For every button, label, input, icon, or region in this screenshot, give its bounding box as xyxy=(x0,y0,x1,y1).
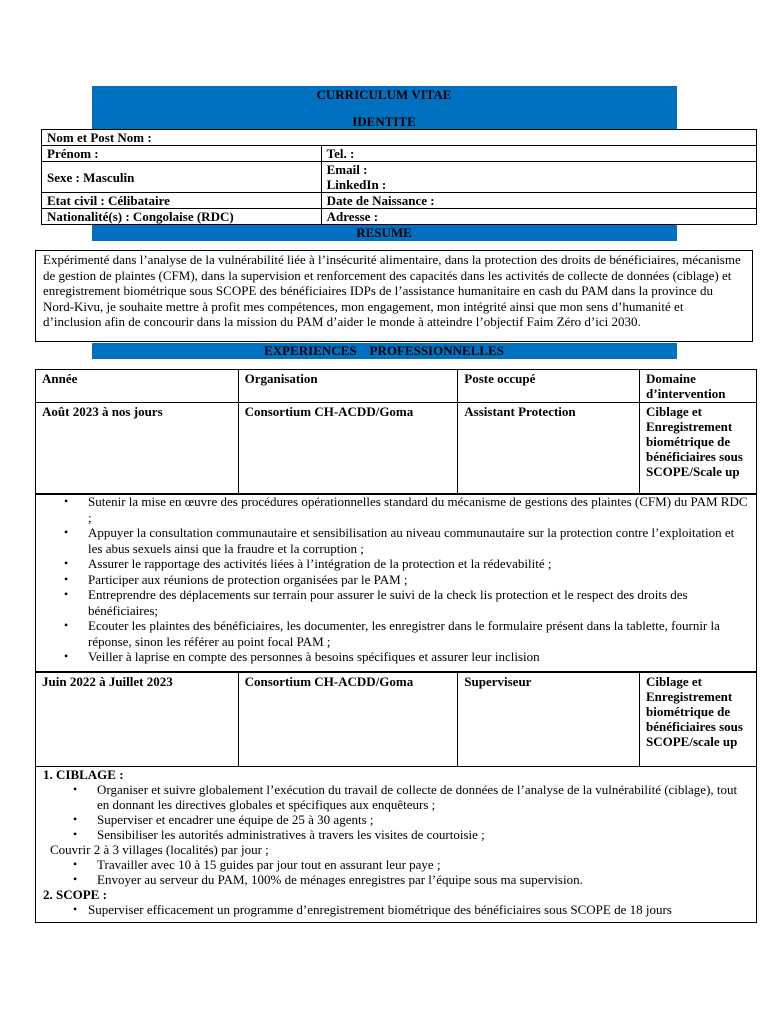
job1-tasks xyxy=(36,494,748,665)
resume-heading: RESUME xyxy=(356,225,412,240)
list-item: • Travailler avec 10 à 15 guides par jour tout en assurant leur paye ; xyxy=(36,857,748,872)
ciblage-heading: 1. CIBLAGE : xyxy=(43,767,124,782)
job2-poste: Superviseur xyxy=(458,673,640,767)
col-poste: Poste occupé xyxy=(458,370,640,403)
list-item: • Ecouter les plaintes des bénéficiaires, les documenter, les enregistrer dans le formulaire présent dans la tablette, fournir la réponse, sinon les référer au point focal PAM ; xyxy=(36,618,748,649)
list-item: • Sensibiliser les autorités administratives à travers les visites de courtoisie ; xyxy=(36,827,748,842)
table-header-row xyxy=(36,370,757,403)
list-item: • Veiller à laprise en compte des personnes à besoins spécifiques et assurer leur inclision xyxy=(36,649,748,665)
job2-annee: Juin 2022 à Juillet 2023 xyxy=(36,673,239,767)
resume-text: Expérimenté dans l’analyse de la vulnérabilité liée à l’insécurité alimentaire, dans la protection des droits de bénéficiaires, mécanisme de gestion de plaintes (CFM), dans la supervision et renforcement des capacités dans les activités de collecte de données (ciblage) et enregistrement biométrique sous SCOPE des bénéficiaires IDPs de l’assistance humanitaire en cash du PAM dans la province du Nord-Kivu, je souhaite mettre à profit mes compétences, mon engagement, mon intégrité ainsi que mon sens d’humanité et d’inclusion afin de concourir dans la mission du PAM d’aider le monde à atteindre l’objectif Faim Zéro d’ici 2030. xyxy=(35,250,753,342)
etat-civil-field: Etat civil : Célibataire xyxy=(42,193,322,209)
sexe-field: Sexe : Masculin xyxy=(42,162,322,193)
date-naissance-field: Date de Naissance : xyxy=(321,193,756,209)
cv-title: CURRICULUM VITAE xyxy=(316,87,452,102)
list-item: • Entreprendre des déplacements sur terrain pour assurer le suivi de la check lis protection et le respect des droits des bénéficiaires; xyxy=(36,587,748,618)
job1-organisation: Consortium CH-ACDD/Goma xyxy=(238,403,458,495)
list-item: • Superviser et encadrer une équipe de 25 à 30 agents ; xyxy=(36,812,748,827)
experiences-heading: EXPERIENCES PROFESSIONNELLES xyxy=(264,343,504,358)
job1-poste: Assistant Protection xyxy=(458,403,640,495)
job2-organisation: Consortium CH-ACDD/Goma xyxy=(238,673,458,767)
col-annee: Année xyxy=(36,370,239,403)
email-field: Email : xyxy=(326,162,368,177)
col-organisation: Organisation xyxy=(238,370,458,403)
ciblage-note: Couvrir 2 à 3 villages (localités) par jour ; xyxy=(50,842,269,857)
list-item: • Participer aux réunions de protection organisées par le PAM ; xyxy=(36,572,748,588)
job1-annee: Août 2023 à nos jours xyxy=(36,403,239,495)
prenom-field: Prénom : xyxy=(42,146,322,162)
list-item: • Envoyer au serveur du PAM, 100% de ménages enregistres par l’équipe sous ma supervision. xyxy=(36,872,748,887)
job2-domaine: Ciblage et Enregistrement biométrique de bénéficiaires sous SCOPE/scale up xyxy=(640,673,757,767)
linkedin-field: LinkedIn : xyxy=(326,177,387,192)
scope-heading: 2. SCOPE : xyxy=(43,887,107,902)
name-field: Nom et Post Nom : xyxy=(42,130,757,146)
list-item: • Organiser et suivre globalement l’exécution du travail de collecte de données de l’analyse de la vulnérabilité (ciblage), tout en donnant les directives globales et spécifiques aux enquêteurs ; xyxy=(36,782,748,812)
nationalite-field: Nationalité(s) : Congolaise (RDC) xyxy=(42,209,322,225)
contact-cell xyxy=(321,162,756,193)
job1-domaine: Ciblage et Enregistrement biométrique de bénéficiaires sous SCOPE/Scale up xyxy=(640,403,757,495)
list-item: • Appuyer la consultation communautaire et sensibilisation au niveau communautaire sur la protection contre l’exploitation et les abus sexuels ainsi que la fraudre et la corruption ; xyxy=(36,525,748,556)
col-domaine: Domaine d’intervention xyxy=(640,370,757,403)
experiences-table xyxy=(35,369,757,495)
table-row xyxy=(36,673,757,767)
identity-table xyxy=(41,129,757,225)
job2-table xyxy=(35,672,757,767)
adresse-field: Adresse : xyxy=(321,209,756,225)
table-row xyxy=(36,403,757,495)
tel-field: Tel. : xyxy=(321,146,756,162)
identity-heading: IDENTITE xyxy=(352,114,416,129)
list-item: • Sutenir la mise en œuvre des procédures opérationnelles standard du mécanisme de gestions des plaintes (CFM) du PAM RDC ; xyxy=(36,494,748,525)
list-item: • Assurer le rapportage des activités liées à l’intégration de la protection et la rédevabilité ; xyxy=(36,556,748,572)
job2-tasks xyxy=(36,767,748,917)
list-item: • Superviser efficacement un programme d’enregistrement biométrique des bénéficiaires sous SCOPE de 18 jours xyxy=(36,902,748,917)
